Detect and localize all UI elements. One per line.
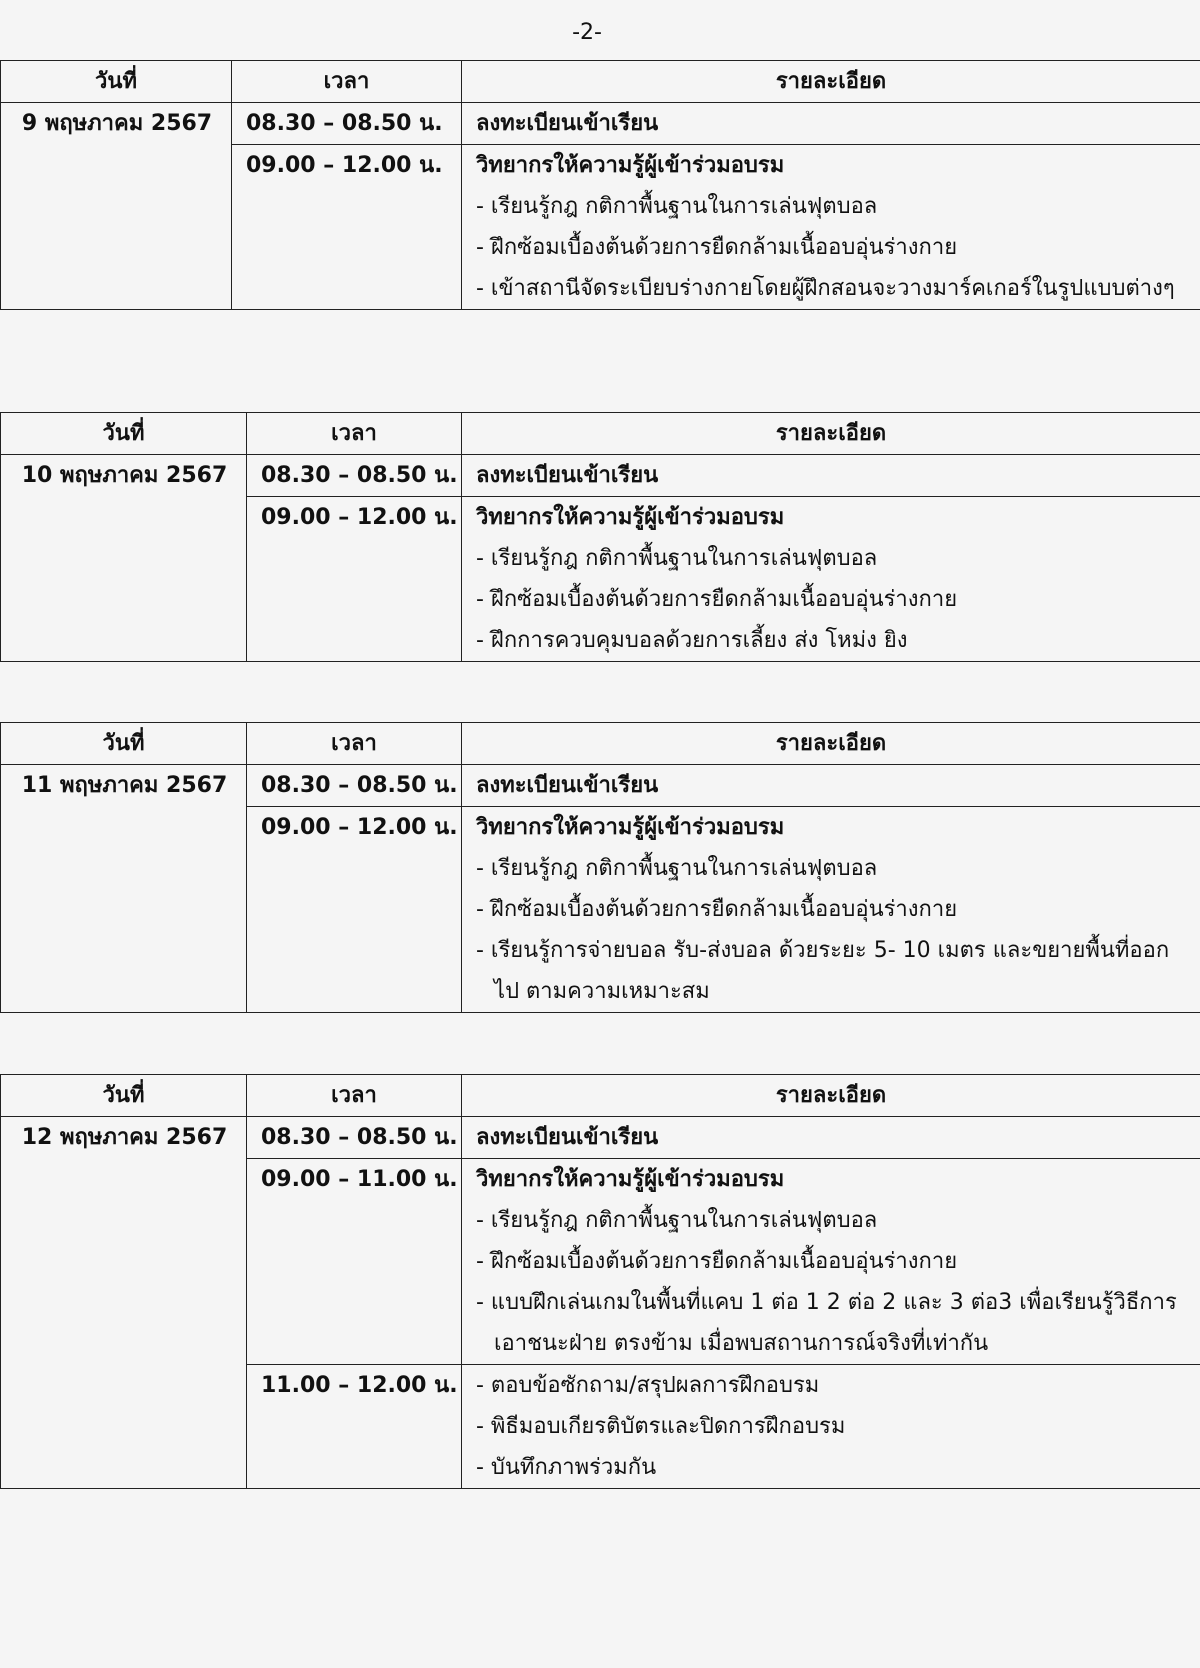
date-cell: 9 พฤษภาคม 2567	[1, 103, 232, 310]
time-cell: 09.00 – 11.00 น.	[247, 1159, 462, 1365]
list-item: - พิธีมอบเกียรติบัตรและปิดการฝึกอบรม	[476, 1414, 846, 1439]
schedule-table-day-1	[0, 60, 1200, 310]
time-cell: 08.30 – 08.50 น.	[247, 455, 462, 497]
page-number: -2-	[572, 20, 602, 45]
header-detail: รายละเอียด	[462, 413, 1200, 455]
session-title: วิทยากรให้ความรู้ผู้เข้าร่วมอบรม	[476, 815, 785, 840]
list-item: - แบบฝึกเล่นเกมในพื้นที่แคบ 1 ต่อ 1 2 ต่อ 2 และ 3 ต่อ3 เพื่อเรียนรู้วิธีการเอาชนะฝ่าย ตรงข้าม เมื่อพบสถานการณ์จริงที่เท่ากัน	[476, 1290, 1177, 1356]
detail-cell	[462, 455, 1200, 497]
detail-cell	[462, 765, 1200, 807]
time-cell: 09.00 – 12.00 น.	[232, 145, 462, 310]
table-header-row	[1, 61, 1200, 103]
list-item: - บันทึกภาพร่วมกัน	[476, 1455, 657, 1480]
date-cell: 12 พฤษภาคม 2567	[1, 1117, 247, 1489]
list-item: - เข้าสถานีจัดระเบียบร่างกายโดยผู้ฝึกสอนจะวางมาร์คเกอร์ในรูปแบบต่างๆ	[476, 276, 1175, 301]
list-item: - ตอบข้อซักถาม/สรุปผลการฝึกอบรม	[476, 1373, 820, 1398]
detail-cell	[462, 497, 1200, 662]
detail-cell	[462, 103, 1200, 145]
list-item: - ฝึกการควบคุมบอลด้วยการเลี้ยง ส่ง โหม่ง ยิง	[476, 628, 908, 653]
table-header-row	[1, 413, 1200, 455]
list-item: - ฝึกซ้อมเบื้องต้นด้วยการยืดกล้ามเนื้ออบอุ่นร่างกาย	[476, 897, 958, 922]
list-item: - เรียนรู้กฎ กติกาพื้นฐานในการเล่นฟุตบอล	[476, 546, 878, 571]
list-item: - เรียนรู้กฎ กติกาพื้นฐานในการเล่นฟุตบอล	[476, 1208, 878, 1233]
header-date: วันที่	[1, 61, 232, 103]
header-date: วันที่	[1, 1075, 247, 1117]
header-time: เวลา	[247, 723, 462, 765]
detail-cell	[462, 1117, 1200, 1159]
table-header-row	[1, 723, 1200, 765]
detail-cell	[462, 145, 1200, 310]
session-title: ลงทะเบียนเข้าเรียน	[476, 773, 659, 798]
date-cell: 11 พฤษภาคม 2567	[1, 765, 247, 1013]
list-item: - เรียนรู้กฎ กติกาพื้นฐานในการเล่นฟุตบอล	[476, 856, 878, 881]
list-item: - เรียนรู้การจ่ายบอล รับ-ส่งบอล ด้วยระยะ 5- 10 เมตร และขยายพื้นที่ออกไป ตามความเหมาะสม	[476, 938, 1170, 1004]
schedule-table-day-2	[0, 412, 1200, 662]
time-cell: 11.00 – 12.00 น.	[247, 1365, 462, 1489]
session-title: ลงทะเบียนเข้าเรียน	[476, 111, 659, 136]
list-item: - ฝึกซ้อมเบื้องต้นด้วยการยืดกล้ามเนื้ออบอุ่นร่างกาย	[476, 1249, 958, 1274]
header-time: เวลา	[247, 1075, 462, 1117]
time-cell: 08.30 – 08.50 น.	[232, 103, 462, 145]
session-title: ลงทะเบียนเข้าเรียน	[476, 463, 659, 488]
schedule-table-day-3	[0, 722, 1200, 1013]
date-cell: 10 พฤษภาคม 2567	[1, 455, 247, 662]
session-title: วิทยากรให้ความรู้ผู้เข้าร่วมอบรม	[476, 505, 785, 530]
session-title: ลงทะเบียนเข้าเรียน	[476, 1125, 659, 1150]
table-row	[1, 455, 1200, 497]
header-detail: รายละเอียด	[462, 723, 1200, 765]
header-time: เวลา	[232, 61, 462, 103]
list-item: - ฝึกซ้อมเบื้องต้นด้วยการยืดกล้ามเนื้ออบอุ่นร่างกาย	[476, 235, 958, 260]
header-detail: รายละเอียด	[462, 1075, 1200, 1117]
detail-cell	[462, 1365, 1200, 1489]
list-item: - เรียนรู้กฎ กติกาพื้นฐานในการเล่นฟุตบอล	[476, 194, 878, 219]
detail-cell	[462, 807, 1200, 1013]
header-detail: รายละเอียด	[462, 61, 1200, 103]
table-row	[1, 103, 1200, 145]
header-date: วันที่	[1, 723, 247, 765]
header-time: เวลา	[247, 413, 462, 455]
detail-cell	[462, 1159, 1200, 1365]
time-cell: 09.00 – 12.00 น.	[247, 807, 462, 1013]
session-title: วิทยากรให้ความรู้ผู้เข้าร่วมอบรม	[476, 153, 785, 178]
schedule-table-day-4	[0, 1074, 1200, 1489]
list-item: - ฝึกซ้อมเบื้องต้นด้วยการยืดกล้ามเนื้ออบอุ่นร่างกาย	[476, 587, 958, 612]
time-cell: 09.00 – 12.00 น.	[247, 497, 462, 662]
header-date: วันที่	[1, 413, 247, 455]
table-row	[1, 1117, 1200, 1159]
time-cell: 08.30 – 08.50 น.	[247, 765, 462, 807]
time-cell: 08.30 – 08.50 น.	[247, 1117, 462, 1159]
table-header-row	[1, 1075, 1200, 1117]
table-row	[1, 765, 1200, 807]
session-title: วิทยากรให้ความรู้ผู้เข้าร่วมอบรม	[476, 1167, 785, 1192]
